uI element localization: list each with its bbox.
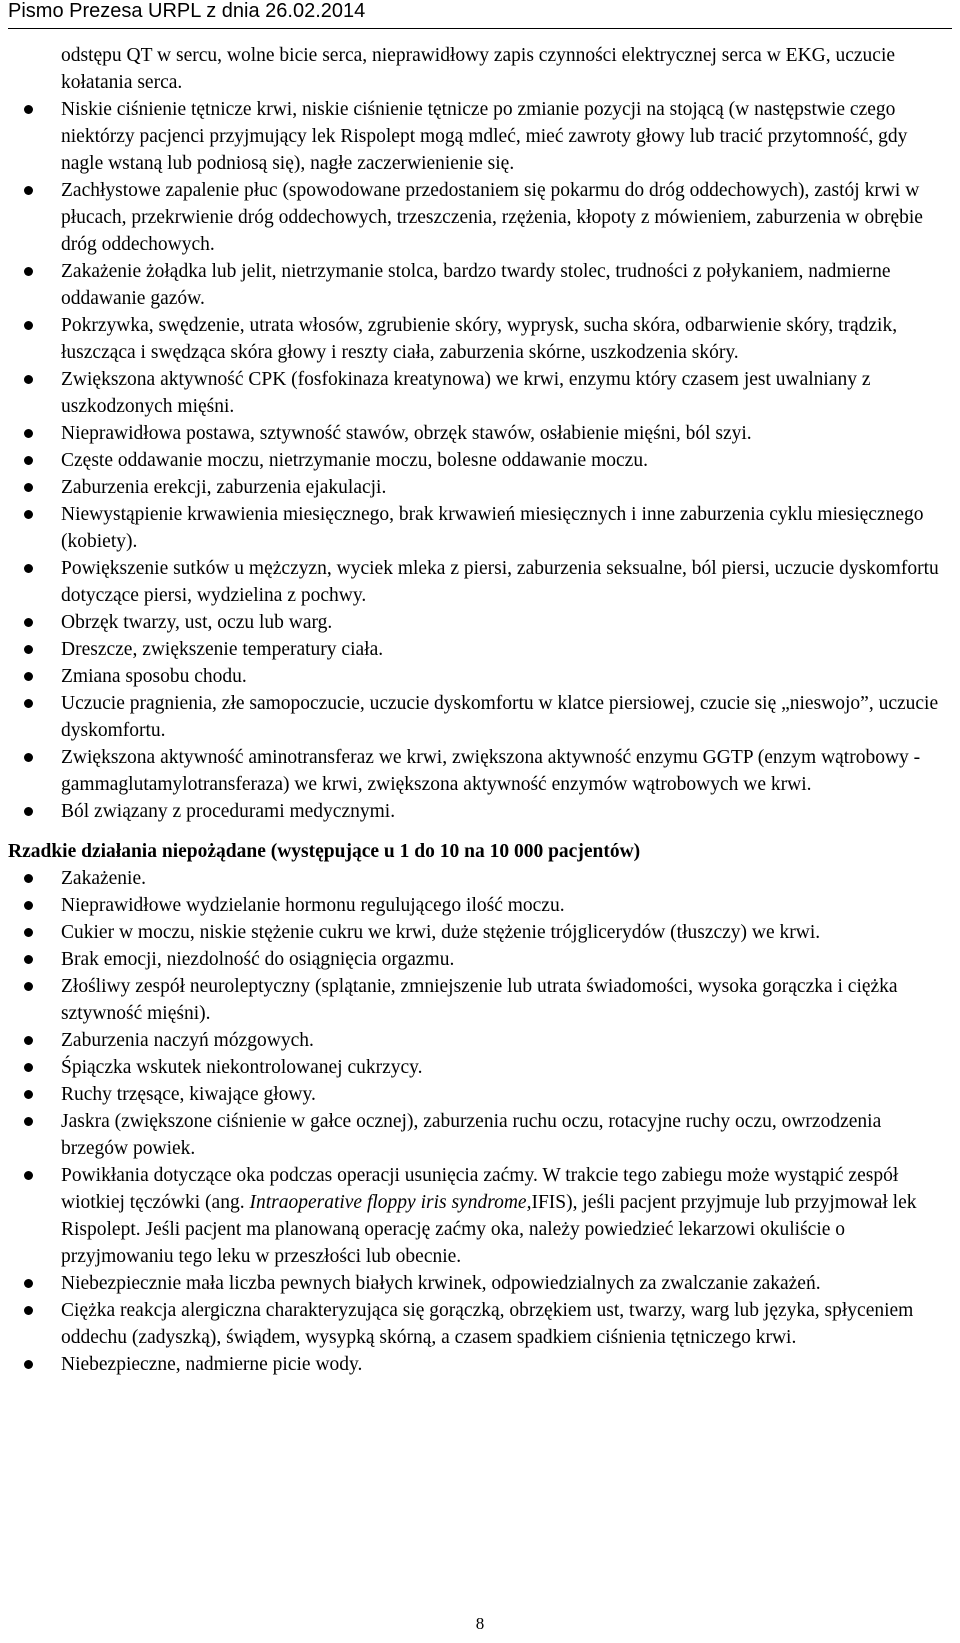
bullet-icon [24, 807, 33, 816]
list-item [0, 420, 960, 447]
bullet-icon [24, 186, 33, 195]
bullet-icon [24, 105, 33, 114]
list-item [0, 744, 960, 798]
list-item [0, 1297, 960, 1351]
list-item-text: Ruchy trzęsące, kiwające głowy. [61, 1084, 316, 1105]
side-effects-list [0, 42, 960, 825]
bullet-icon [24, 456, 33, 465]
bullet-icon [24, 901, 33, 910]
section-heading-rare: Rzadkie działania niepożądane (występujące u 1 do 10 na 10 000 pacjentów) [8, 841, 641, 862]
list-item [0, 636, 960, 663]
list-item-text: Pokrzywka, swędzenie, utrata włosów, zgrubienie skóry, wyprysk, sucha skóra, odbarwienie skóry, trądzik, łuszcząca i swędząca skóra głowy i reszty ciała, zaburzenia skórne, uszkodzenia skóry. [61, 315, 898, 363]
bullet-icon [24, 699, 33, 708]
list-item-text: Ciężka reakcja alergiczna charakteryzująca się gorączką, obrzękiem ust, twarzy, warg lub języka, spłyceniem oddechu (zadyszką), świądem, wysypką skórną, a czasem spadkiem ciśnienia tętniczego krwi. [61, 1300, 914, 1348]
list-item [0, 865, 960, 892]
list-item [0, 501, 960, 555]
bullet-icon [24, 618, 33, 627]
bullet-icon [24, 928, 33, 937]
list-item [0, 973, 960, 1027]
list-item-text: Powiększenie sutków u mężczyzn, wyciek mleka z piersi, zaburzenia seksualne, ból piersi, uczucie dyskomfortu dotyczące piersi, wydzielina z pochwy. [61, 558, 939, 606]
bullet-icon [24, 1171, 33, 1180]
list-item [0, 1351, 960, 1378]
bullet-icon [24, 982, 33, 991]
list-item-text: Jaskra (zwiększone ciśnienie w gałce ocznej), zaburzenia ruchu oczu, rotacyjne ruchy oczu, owrzodzenia brzegów powiek. [61, 1111, 882, 1159]
bullet-icon [24, 672, 33, 681]
list-item-text: Zachłystowe zapalenie płuc (spowodowane przedostaniem się pokarmu do dróg oddechowych), zastój krwi w płucach, przekrwienie dróg oddechowych, trzeszczenia, rzężenia, kłopoty z mówieniem, zaburzenia w obrębie dróg oddechowych. [61, 180, 923, 255]
document-title: Pismo Prezesa URPL z dnia 26.02.2014 [8, 0, 366, 22]
bullet-icon [24, 510, 33, 519]
bullet-icon [24, 645, 33, 654]
list-item-text: Cukier w moczu, niskie stężenie cukru we krwi, duże stężenie trójglicerydów (tłuszczy) we krwi. [61, 922, 821, 943]
list-item-text: Zwiększona aktywność CPK (fosfokinaza kreatynowa) we krwi, enzymu który czasem jest uwalniany z uszkodzonych mięśni. [61, 369, 871, 417]
list-item-text: Zwiększona aktywność aminotransferaz we krwi, zwiększona aktywność enzymu GGTP (enzym wątrobowy - gammaglutamylotransferaza) we krwi, zwiększona aktywność enzymów wątrobowych we krwi. [61, 747, 921, 795]
list-item-text: Niebezpiecznie mała liczba pewnych białych krwinek, odpowiedzialnych za zwalczanie zakażeń. [61, 1273, 821, 1294]
bullet-icon [24, 375, 33, 384]
list-item [0, 798, 960, 825]
rare-side-effects-list [0, 865, 960, 1378]
list-item [0, 366, 960, 420]
list-item [0, 609, 960, 636]
bullet-icon [24, 955, 33, 964]
list-item-text: Niebezpieczne, nadmierne picie wody. [61, 1354, 363, 1375]
document-body [0, 42, 960, 1378]
list-item-text: Powikłania dotyczące oka podczas operacji usunięcia zaćmy. W trakcie tego zabiegu może wystąpić zespół wiotkiej tęczówki (ang. [61, 1165, 899, 1213]
list-item [0, 1027, 960, 1054]
list-item [0, 474, 960, 501]
list-item-text: Ból związany z procedurami medycznymi. [61, 801, 396, 822]
bullet-icon [24, 564, 33, 573]
list-item-text: Zmiana sposobu chodu. [61, 666, 247, 687]
list-item [0, 663, 960, 690]
bullet-icon [24, 753, 33, 762]
list-item [0, 1108, 960, 1162]
list-item [0, 1270, 960, 1297]
section-spacer [0, 825, 960, 838]
list-item-text: IFIS), jeśli pacjent przyjmuje lub przyjmował lek Rispolept. Jeśli pacjent ma planowaną operację zaćmy oka, należy powiedzieć lekarzowi okuliście o przyjmowaniu tego leku w przeszłości lub obecnie. [61, 1192, 917, 1267]
list-item-text: Częste oddawanie moczu, nietrzymanie moczu, bolesne oddawanie moczu. [61, 450, 648, 471]
bullet-icon [24, 1063, 33, 1072]
bullet-icon [24, 874, 33, 883]
page-number: 8 [475, 1614, 485, 1633]
list-item-text: Złośliwy zespół neuroleptyczny (splątanie, zmniejszenie lub utrata świadomości, wysoka gorączka i ciężka sztywność mięśni). [61, 976, 898, 1024]
list-item-text: Uczucie pragnienia, złe samopoczucie, uczucie dyskomfortu w klatce piersiowej, czucie się „nieswojo”, uczucie dyskomfortu. [61, 693, 939, 741]
bullet-icon [24, 1306, 33, 1315]
list-item [0, 555, 960, 609]
list-item-text: Zakażenie. [61, 868, 146, 889]
list-item [0, 1081, 960, 1108]
list-item [0, 42, 960, 96]
list-item [0, 177, 960, 258]
list-item [0, 892, 960, 919]
list-item [0, 312, 960, 366]
list-item [0, 1054, 960, 1081]
list-item [0, 690, 960, 744]
list-item-text: Zakażenie żołądka lub jelit, nietrzymanie stolca, bardzo twardy stolec, trudności z połykaniem, nadmierne oddawanie gazów. [61, 261, 891, 309]
bullet-icon [24, 1117, 33, 1126]
list-item-text: Nieprawidłowa postawa, sztywność stawów, obrzęk stawów, osłabienie mięśni, ból szyi. [61, 423, 752, 444]
list-item-text: Brak emocji, niezdolność do osiągnięcia orgazmu. [61, 949, 455, 970]
list-item [0, 919, 960, 946]
list-item-text: Nieprawidłowe wydzielanie hormonu regulującego ilość moczu. [61, 895, 565, 916]
bullet-icon [24, 429, 33, 438]
list-item [0, 96, 960, 177]
list-item-text: odstępu QT w sercu, wolne bicie serca, nieprawidłowy zapis czynności elektrycznej serca w EKG, uczucie kołatania serca. [61, 45, 896, 93]
bullet-icon [24, 1036, 33, 1045]
bullet-icon [24, 1090, 33, 1099]
list-item [0, 258, 960, 312]
list-item-text: Obrzęk twarzy, ust, oczu lub warg. [61, 612, 333, 633]
list-item-text: Niewystąpienie krwawienia miesięcznego, brak krwawień miesięcznych i inne zaburzenia cyklu miesięcznego (kobiety). [61, 504, 924, 552]
list-item-text: Śpiączka wskutek niekontrolowanej cukrzycy. [61, 1057, 423, 1078]
bullet-icon [24, 321, 33, 330]
bullet-icon [24, 1360, 33, 1369]
list-item-text: Dreszcze, zwiększenie temperatury ciała. [61, 639, 384, 660]
list-item-text: Zaburzenia naczyń mózgowych. [61, 1030, 314, 1051]
list-item [0, 1162, 960, 1270]
list-item [0, 447, 960, 474]
bullet-icon [24, 483, 33, 492]
list-item-text: Niskie ciśnienie tętnicze krwi, niskie ciśnienie tętnicze po zmianie pozycji na stojącą (w następstwie czego niektórzy pacjenci przyjmujący lek Rispolept mogą mdleć, mieć zawroty głowy lub tracić przytomność, gdy nagle wstaną lub podniosą się), nagłe zaczerwienienie się. [61, 99, 908, 174]
list-item-italic-text: Intraoperative floppy iris syndrome, [249, 1192, 532, 1213]
list-item [0, 946, 960, 973]
list-item-text: Zaburzenia erekcji, zaburzenia ejakulacji. [61, 477, 387, 498]
page-header [8, 0, 952, 29]
bullet-icon [24, 1279, 33, 1288]
bullet-icon [24, 267, 33, 276]
